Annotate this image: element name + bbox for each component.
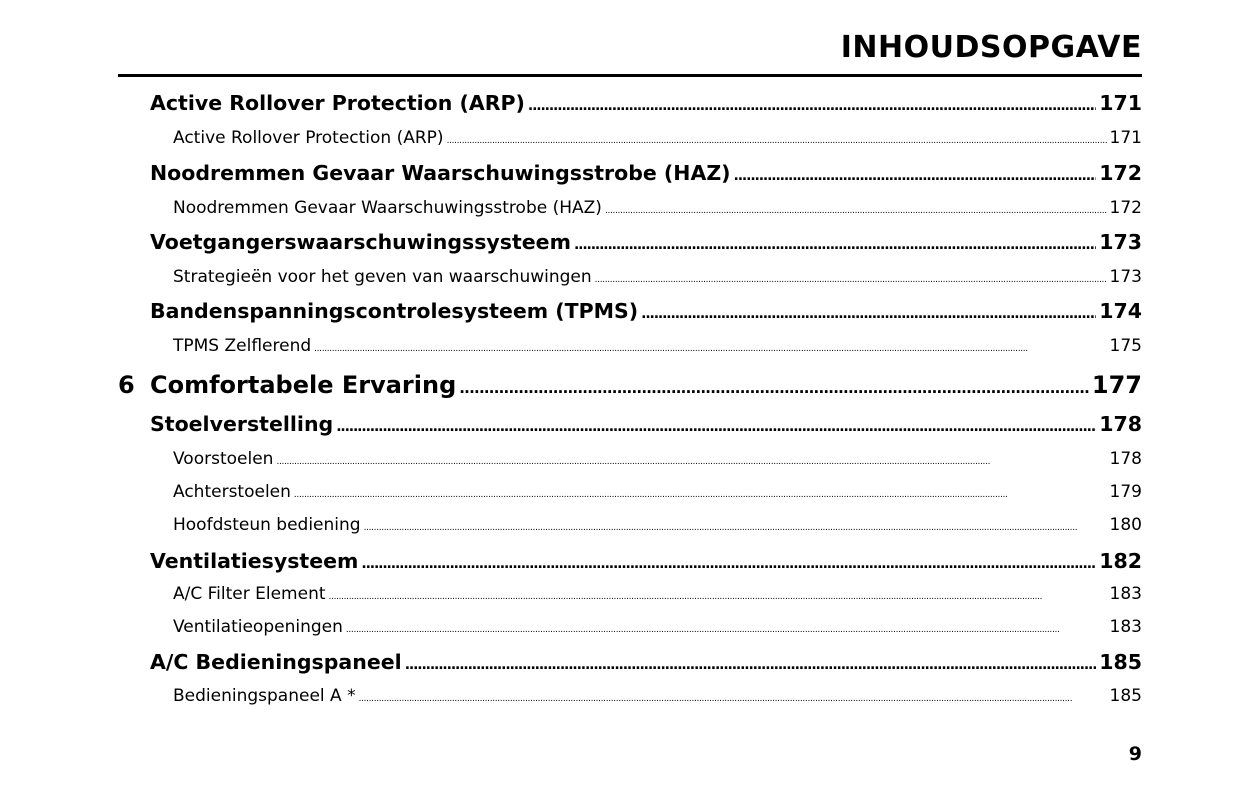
dot-leader xyxy=(641,306,1096,322)
toc-entry[interactable] xyxy=(150,230,1142,258)
dot-leader xyxy=(447,136,1107,146)
toc-entry-title: Active Rollover Protection (ARP) xyxy=(150,91,525,115)
toc-entry[interactable] xyxy=(173,482,1142,506)
toc-entry-page: 182 xyxy=(1099,549,1142,573)
dot-leader xyxy=(276,457,1106,467)
toc-entry-page: 175 xyxy=(1109,336,1142,356)
dot-leader xyxy=(314,344,1106,354)
toc-entry-title: Hoofdsteun bediening xyxy=(173,515,361,535)
toc-entry[interactable] xyxy=(173,198,1142,222)
toc-entry[interactable] xyxy=(173,686,1142,710)
dot-leader xyxy=(595,275,1107,285)
toc-entry[interactable] xyxy=(150,412,1142,440)
chapter-title: Comfortabele Ervaring xyxy=(150,371,457,399)
toc-entry-title: Voorstoelen xyxy=(173,449,274,469)
toc-entry-page: 171 xyxy=(1099,91,1142,115)
toc-chapter-entry[interactable] xyxy=(118,371,1142,403)
toc-entry-title: Voetgangerswaarschuwingssysteem xyxy=(150,230,571,254)
toc-entry-page: 173 xyxy=(1109,267,1142,287)
toc-entry-page: 180 xyxy=(1109,515,1142,535)
toc-entry-title: A/C Bedieningspaneel xyxy=(150,650,402,674)
toc-entry[interactable] xyxy=(150,650,1142,678)
toc-entry-page: 178 xyxy=(1109,449,1142,469)
toc-entry-page: 183 xyxy=(1109,617,1142,637)
toc-entry-page: 172 xyxy=(1109,198,1142,218)
dot-leader xyxy=(459,379,1089,397)
toc-entry-page: 183 xyxy=(1109,584,1142,604)
dot-leader xyxy=(605,206,1107,216)
dot-leader xyxy=(294,490,1107,500)
toc-entry-title: A/C Filter Element xyxy=(173,584,326,604)
toc-entry-title: Noodremmen Gevaar Waarschuwingsstrobe (HAZ) xyxy=(173,198,602,218)
toc-entry-title xyxy=(118,371,456,399)
dot-leader xyxy=(359,694,1107,704)
toc-entry[interactable] xyxy=(173,267,1142,291)
toc-entry[interactable] xyxy=(173,128,1142,152)
toc-entry[interactable] xyxy=(150,549,1142,577)
dot-leader xyxy=(336,419,1096,435)
dot-leader xyxy=(528,98,1096,114)
toc-entry-title: TPMS Zelflerend xyxy=(173,336,312,356)
toc-entry-page: 179 xyxy=(1109,482,1142,502)
toc-entry-page: 172 xyxy=(1099,161,1142,185)
toc-entry-title: Bedieningspaneel A * xyxy=(173,686,356,706)
dot-leader xyxy=(574,237,1096,253)
toc-entry[interactable] xyxy=(173,449,1142,473)
toc-entry-page: 185 xyxy=(1109,686,1142,706)
dot-leader xyxy=(364,523,1107,533)
page-number: 9 xyxy=(1128,743,1142,765)
toc-entry-title: Strategieën voor het geven van waarschuwingen xyxy=(173,267,592,287)
toc-entry-title: Bandenspanningscontrolesysteem (TPMS) xyxy=(150,299,639,323)
toc-entry-title: Achterstoelen xyxy=(173,482,291,502)
chapter-number: 6 xyxy=(118,371,135,399)
toc-entry-page: 178 xyxy=(1099,412,1142,436)
toc-entry[interactable] xyxy=(173,584,1142,608)
toc-entry-page: 185 xyxy=(1099,650,1142,674)
toc-entry[interactable] xyxy=(150,91,1142,119)
toc-entry-title: Noodremmen Gevaar Waarschuwingsstrobe (HAZ) xyxy=(150,161,731,185)
toc-entry-title: Stoelverstelling xyxy=(150,412,334,436)
dot-leader xyxy=(346,625,1107,635)
toc-entry[interactable] xyxy=(173,515,1142,539)
dot-leader xyxy=(405,657,1097,673)
dot-leader xyxy=(734,168,1097,184)
page-title: INHOUDSOPGAVE xyxy=(840,30,1142,65)
toc-entry-page: 177 xyxy=(1091,371,1142,399)
toc-entry-page: 174 xyxy=(1099,299,1142,323)
toc-entry-title: Ventilatiesysteem xyxy=(150,549,359,573)
toc-entry-page: 173 xyxy=(1099,230,1142,254)
toc-entry[interactable] xyxy=(173,336,1142,360)
toc-entry-title: Active Rollover Protection (ARP) xyxy=(173,128,444,148)
toc-entry[interactable] xyxy=(150,161,1142,189)
toc-entry-page: 171 xyxy=(1109,128,1142,148)
toc-entry[interactable] xyxy=(150,299,1142,327)
dot-leader xyxy=(329,592,1107,602)
dot-leader xyxy=(361,556,1096,572)
toc-entry-title: Ventilatieopeningen xyxy=(173,617,343,637)
toc-entry[interactable] xyxy=(173,617,1142,641)
